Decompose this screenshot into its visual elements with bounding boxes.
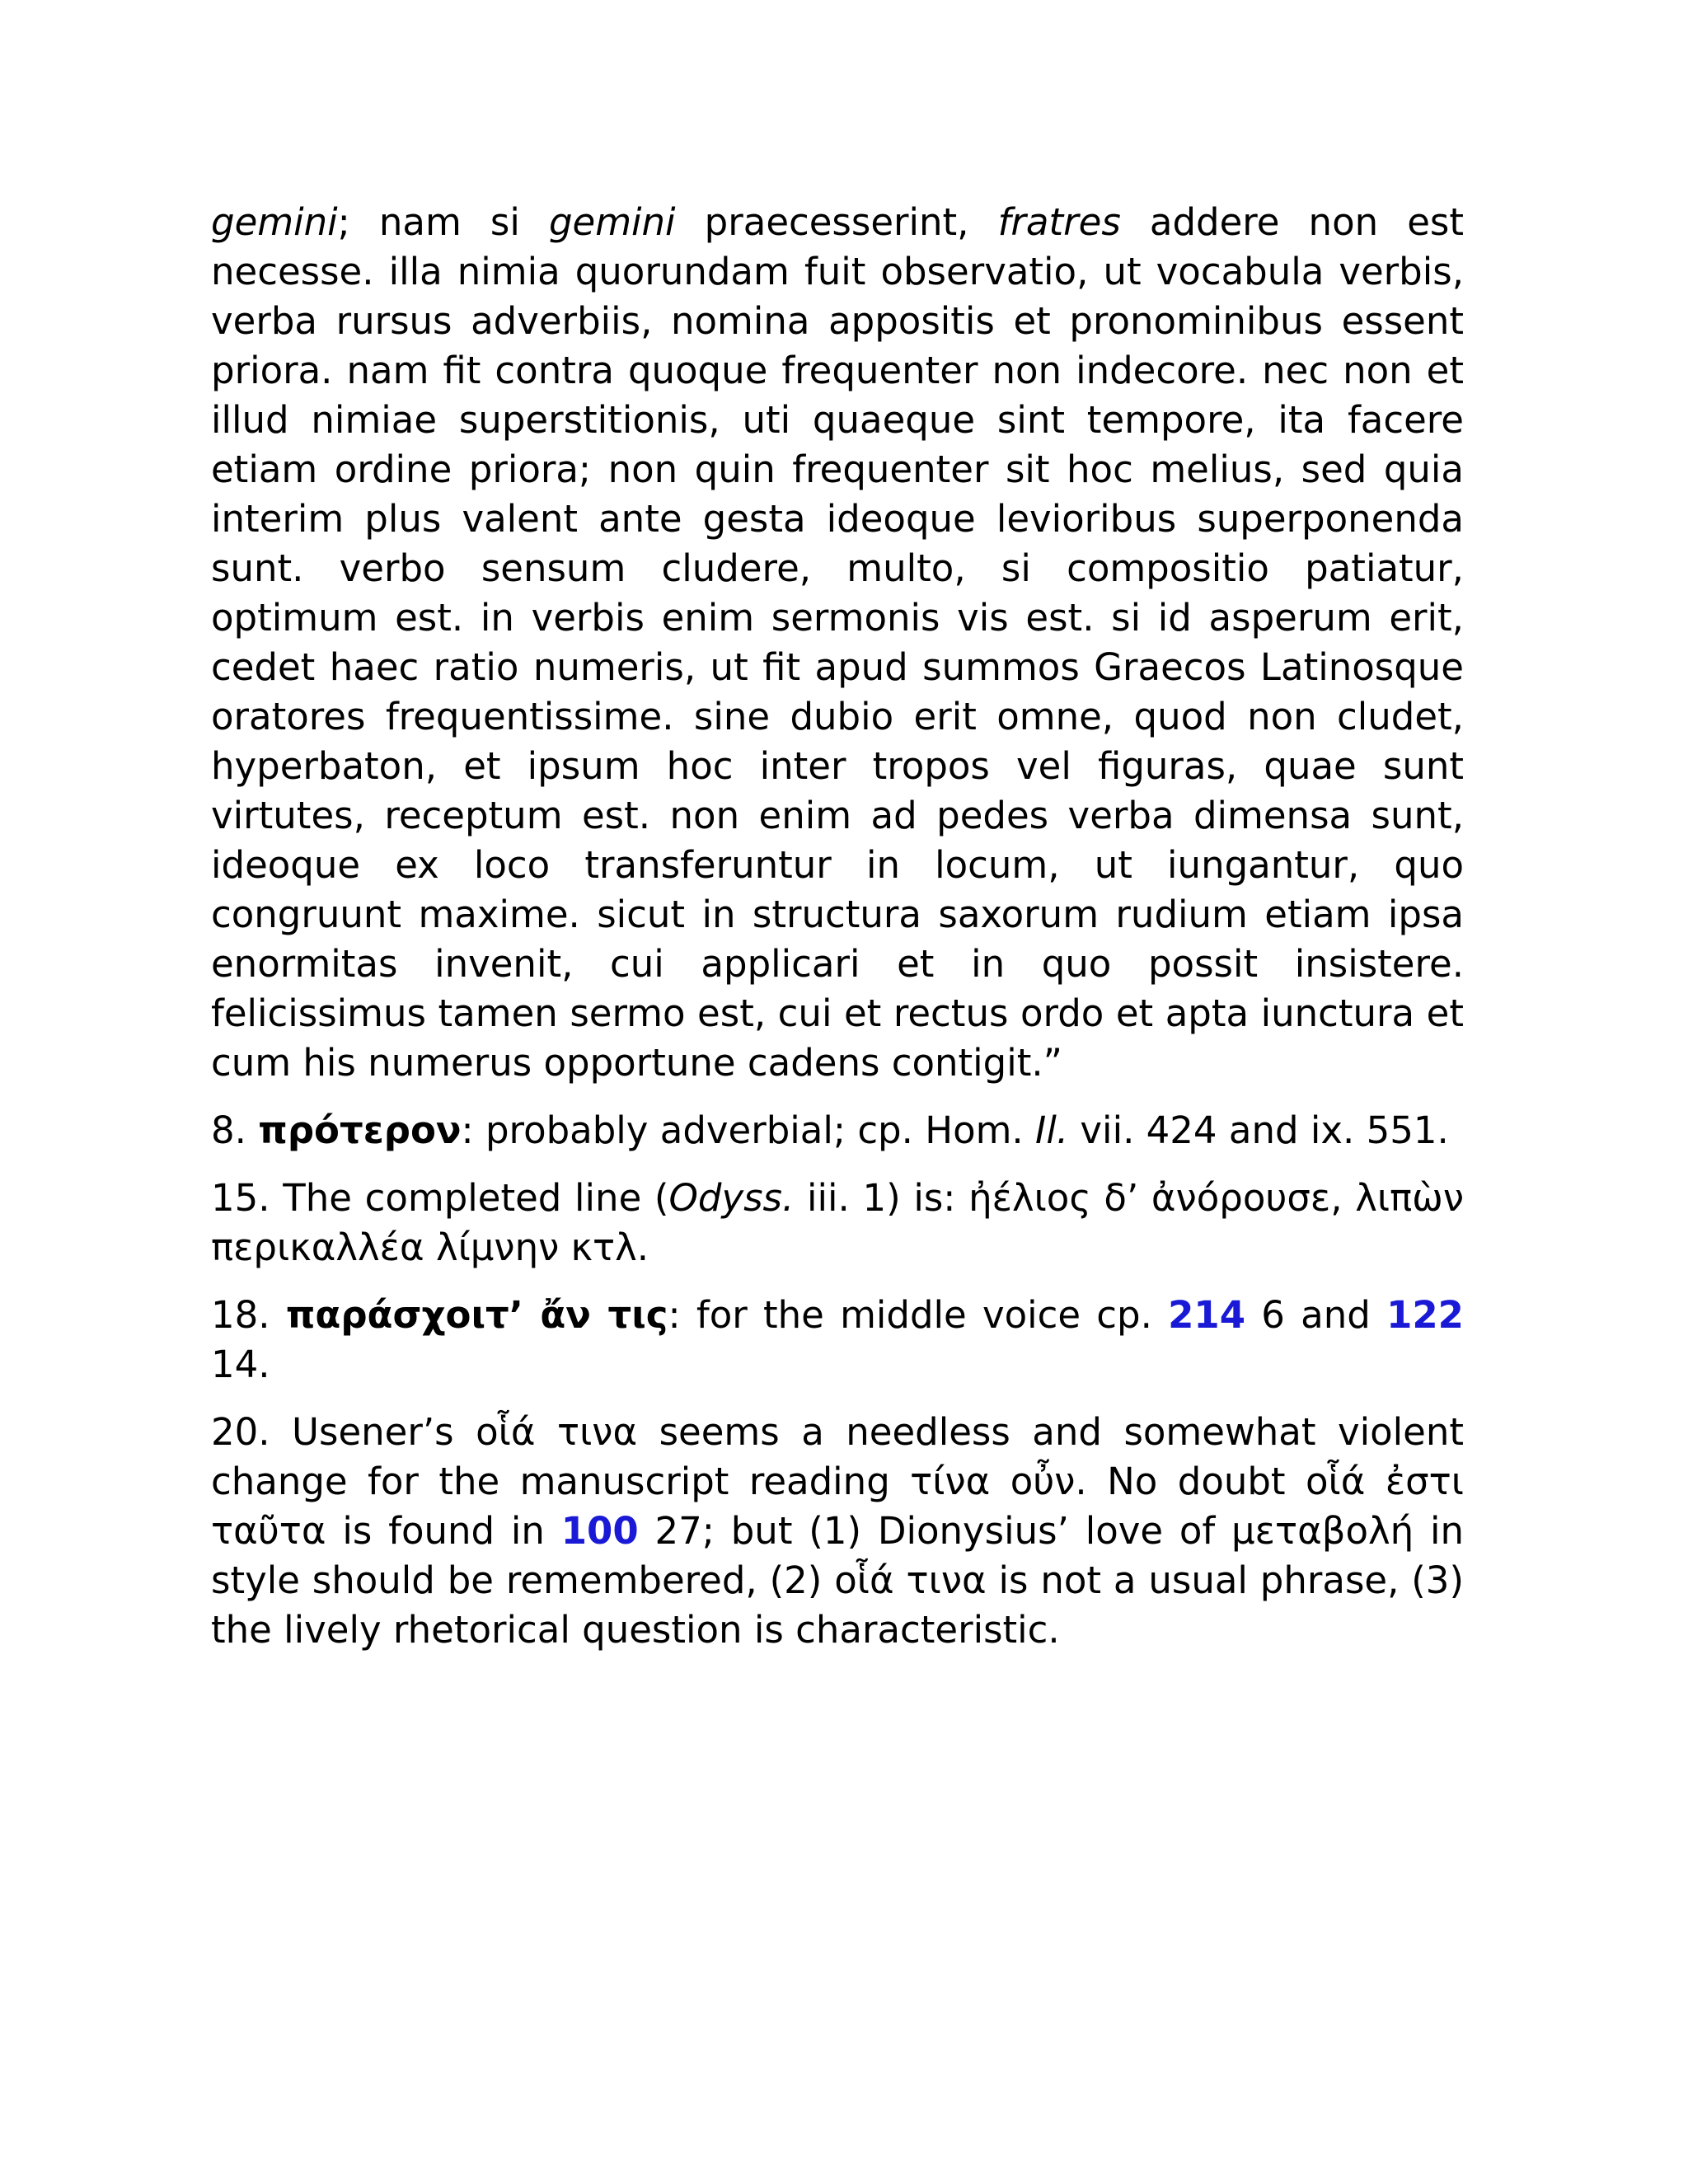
note-text: 14. bbox=[211, 1343, 270, 1386]
quote-text: addere non est necesse. illa nimia quorundam fuit observatio, ut vocabula verbis, verba rursus adverbiis, nomina appositis et pronominibus essent priora. nam fit contra quoque frequenter non indecore. nec non et illud nimiae superstitionis, uti quaeque sint tempore, ita facere etiam ordine priora; non quin frequenter sit hoc melius, sed quia interim plus valent ante gesta ideoque levioribus superponenda sunt. verbo sensum cludere, multo, si compositio patiatur, optimum est. in verbis enim sermonis vis est. si id asperum erit, cedet haec ratio numeris, ut fit apud summos Graecos Latinosque oratores frequentissime. sine dubio erit omne, quod non cludet, hyperbaton, et ipsum hoc inter tropos vel figuras, quae sunt virtutes, receptum est. non enim ad pedes verba dimensa sunt, ideoque ex loco transferuntur in locum, ut iungantur, quo congruunt maxime. sicut in structura saxorum rudium etiam ipsa enormitas invenit, cui applicari et in quo possit insistere. felicissimus tamen sermo est, cui et rectus ordo et apta iunctura et cum his numerus opportune cadens contigit.” bbox=[211, 200, 1464, 1085]
quote-word-gemini: gemini bbox=[548, 200, 676, 244]
note-citation: Il. bbox=[1035, 1108, 1069, 1152]
letter-reference-link[interactable]: 100 bbox=[560, 1509, 639, 1553]
note-15 bbox=[211, 1174, 1464, 1272]
note-text: 6 and bbox=[1245, 1293, 1387, 1337]
page-body bbox=[211, 198, 1464, 1655]
note-number: 18. bbox=[211, 1293, 286, 1337]
quote-text: praecesserint, bbox=[675, 200, 998, 244]
quote-word-fratres: fratres bbox=[997, 200, 1121, 244]
letter-reference-link[interactable]: 214 bbox=[1168, 1293, 1246, 1337]
note-text: iii. 1) is: ἠέλιος δ’ ἀνόρουσε, λιπὼν περικαλλέα λίμνην κτλ. bbox=[211, 1176, 1464, 1269]
note-text: 15. The completed line ( bbox=[211, 1176, 669, 1220]
note-citation: Odyss. bbox=[668, 1176, 795, 1220]
letter-reference-link[interactable]: 122 bbox=[1386, 1293, 1464, 1337]
note-text: 20. Usener’s οἷά τινα seems a needless and somewhat violent change for the manuscript reading τίνα οὖν. No doubt οἷά ἐστι ταῦτα is found in bbox=[211, 1410, 1464, 1553]
latin-quotation bbox=[211, 198, 1464, 1088]
note-number: 8. bbox=[211, 1108, 259, 1152]
note-8 bbox=[211, 1106, 1464, 1155]
note-lemma: πρότερον bbox=[258, 1108, 462, 1152]
note-text: 27; but (1) Dionysius’ love of μεταβολή in style should be remembered, (2) οἷά τινα is not a usual phrase, (3) the lively rhetorical question is characteristic. bbox=[211, 1509, 1464, 1652]
quote-text: ; nam si bbox=[337, 200, 549, 244]
note-lemma: παράσχοιτ’ ἄν τις bbox=[285, 1293, 668, 1337]
note-text: vii. 424 and ix. 551. bbox=[1068, 1108, 1449, 1152]
note-text: : for the middle voice cp. bbox=[668, 1293, 1169, 1337]
note-20 bbox=[211, 1408, 1464, 1655]
note-text: : probably adverbial; cp. Hom. bbox=[461, 1108, 1036, 1152]
note-18 bbox=[211, 1291, 1464, 1390]
quote-word-gemini: gemini bbox=[211, 200, 338, 244]
